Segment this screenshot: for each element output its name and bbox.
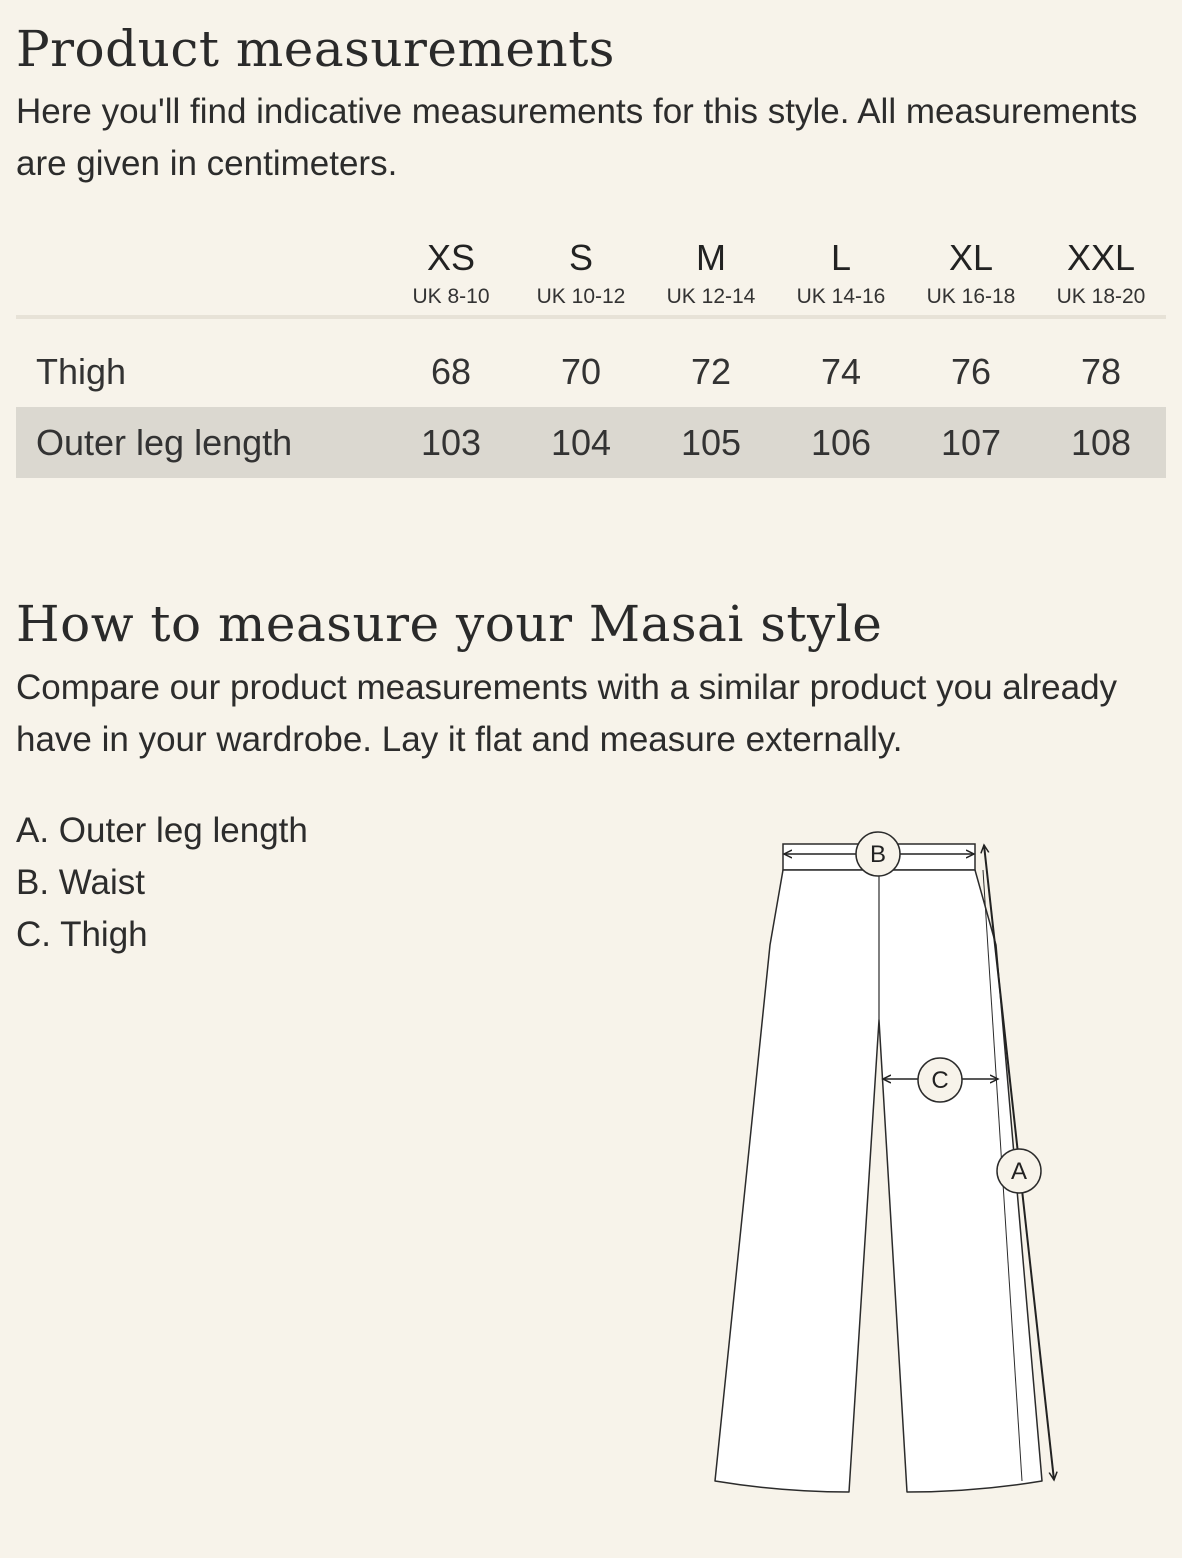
- size-code: XXL: [1066, 237, 1136, 278]
- size-uk: UK 10-12: [536, 285, 626, 308]
- row-label: Thigh: [36, 351, 127, 392]
- table-row-outer-leg-length: [16, 407, 1166, 478]
- size-header-m: [646, 226, 776, 317]
- how-to-measure-title: How to measure your Masai style: [16, 595, 883, 653]
- product-measurements-title: Product measurements: [16, 20, 615, 78]
- size-code: XL: [948, 237, 994, 278]
- size-header-xxl: [1036, 226, 1166, 317]
- size-header-l: [776, 226, 906, 317]
- size-header-xl: [906, 226, 1036, 317]
- table-cell: 107: [906, 407, 1036, 478]
- table-row-thigh: [16, 337, 1166, 407]
- legend-item-b: B. Waist: [16, 863, 145, 902]
- table-cell: 104: [516, 407, 646, 478]
- table-cell: 72: [690, 351, 732, 392]
- size-uk: UK 14-16: [796, 285, 886, 308]
- size-header-row: [16, 226, 1166, 317]
- legend-item-a: A. Outer leg length: [16, 811, 308, 850]
- size-table: [16, 226, 1166, 478]
- table-cell: 105: [646, 407, 776, 478]
- size-code: S: [568, 237, 593, 278]
- size-code: L: [830, 237, 852, 278]
- table-cell: 78: [1080, 351, 1122, 392]
- marker-c-label: C: [931, 1067, 949, 1094]
- size-uk: UK 16-18: [926, 285, 1016, 308]
- row-label: Outer leg length: [16, 407, 386, 478]
- size-uk: UK 8-10: [412, 285, 490, 308]
- table-cell: 70: [560, 351, 602, 392]
- table-cell: 103: [386, 407, 516, 478]
- table-cell: 106: [776, 407, 906, 478]
- trousers-diagram: [700, 820, 1070, 1510]
- size-uk: UK 18-20: [1056, 285, 1146, 308]
- table-cell: 108: [1036, 407, 1166, 478]
- table-cell: 68: [430, 351, 472, 392]
- table-cell: 74: [820, 351, 862, 392]
- table-cell: 76: [950, 351, 992, 392]
- size-uk: UK 12-14: [666, 285, 756, 308]
- marker-a-label: A: [1010, 1158, 1028, 1185]
- size-header-xs: [386, 226, 516, 317]
- marker-b-label: B: [869, 841, 887, 868]
- size-code: XS: [426, 237, 476, 278]
- trousers-outline-icon: [715, 844, 1042, 1492]
- how-to-measure-text: Compare our product measurements with a similar product you already have in your wardrobe. Lay it flat and measure externally.: [16, 668, 1118, 759]
- size-header-s: [516, 226, 646, 317]
- legend-item-c: C. Thigh: [16, 915, 148, 954]
- size-code: M: [696, 237, 726, 278]
- measurements-intro: Here you'll find indicative measurements for this style. All measurements are given in centimeters.: [16, 92, 1138, 183]
- measurement-legend: [16, 805, 308, 961]
- size-header-empty: [16, 226, 386, 317]
